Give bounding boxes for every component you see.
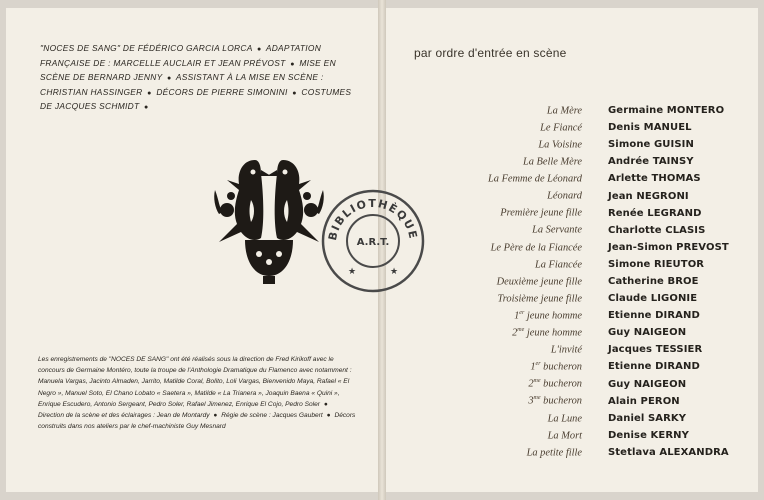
cast-row [420, 239, 750, 256]
cast-row [420, 153, 750, 170]
credit-line: DÉCORS DE PIERRE SIMONINI [156, 86, 288, 97]
role-name: Deuxième jeune fille [496, 276, 582, 288]
actor-name: Jean-Simon PREVOST [608, 241, 729, 253]
cast-row [420, 205, 750, 222]
actor-name: Etienne DIRAND [608, 361, 700, 373]
role-name: Le Fiancé [540, 122, 582, 134]
cast-row [420, 170, 750, 187]
role-name: La Mère [546, 105, 582, 117]
role-name: La Servante [532, 224, 582, 236]
actor-name: Denis MANUEL [608, 122, 692, 134]
cast-row [420, 324, 750, 341]
actor-name: Germaine MONTERO [608, 105, 725, 117]
role-name: Le Père de la Fiancée [490, 242, 582, 254]
library-stamp [318, 186, 428, 296]
cast-row [420, 341, 750, 358]
actor-name: Etienne DIRAND [608, 310, 700, 322]
role-name: Première jeune fille [500, 207, 582, 219]
actor-name: Claude LIGONIE [608, 293, 698, 305]
production-credits [40, 42, 362, 115]
credit-line: ADAPTATION FRANÇAISE DE : MARCELLE AUCLAIR ET JEAN PRÉVOST [40, 43, 322, 68]
cast-row [420, 410, 750, 427]
role-name: La Femme de Léonard [488, 173, 582, 185]
cast-row [420, 444, 750, 461]
role-name: La Mort [547, 430, 582, 442]
cast-row [420, 136, 750, 153]
note-text: Régie de scène : Jacques Gaubert [221, 412, 323, 420]
bullet-icon: ● [147, 89, 152, 97]
cast-row [420, 427, 750, 444]
actor-name: Renée LEGRAND [608, 207, 702, 219]
role-name: 1er bucheron [530, 361, 582, 373]
cast-heading: par ordre d'entrée en scène [414, 46, 567, 60]
stamp-arc-text: BIBLIOTHÈQUE [326, 196, 420, 242]
credit-line: ASSISTANT À LA MISE EN SCÈNE : CHRISTIAN HASSINGER [40, 72, 324, 97]
cast-row [420, 256, 750, 273]
actor-name: Stetlava ALEXANDRA [608, 446, 729, 458]
actor-name: Alain PERON [608, 395, 680, 407]
role-name: La Lune [547, 412, 582, 424]
actor-name: Andrée TAINSY [608, 156, 694, 168]
bullet-icon: ● [290, 60, 295, 68]
cast-row [420, 290, 750, 307]
note-text: Direction de la scène et des éclairages : Jean de Montardy [38, 412, 210, 420]
star-icon: ★ [348, 266, 357, 276]
recording-notes [38, 354, 356, 432]
role-name: $3^{me}$ bucheron [528, 395, 582, 407]
cast-row [420, 187, 750, 204]
role-name: La Fiancée [534, 259, 582, 271]
actor-name: Jean NEGRONI [608, 190, 689, 202]
bullet-icon: ● [323, 400, 328, 408]
actor-name: Daniel SARKY [608, 412, 687, 424]
role-name: Léonard [547, 190, 582, 202]
birds-emblem-icon [205, 150, 333, 290]
note-text: Les enregistrements de "NOCES DE SANG" ont été réalisés sous la direction de Fred Kirikoff avec le concours de Germaine Montéro, toute la troupe de l'Anthologie Dramatique du Flamenco avec notamment : Manuela Vargas, Jacinto Almaden, Jarrito, Matilde Coral, Bolito, Loli Vargas, Bienvenido Maya, Rafael « El Negro », Manuel Soto, El Chano Lobato « Saetera », Matilde « La Trianera », Joaquin Baena « Quini », Enrique Escudero, Antonio Sergeant, Pedro Soler, Rafael Jimenez, Enrique El Cojo, Pedro Soler [38, 356, 352, 408]
actor-name: Simone GUISIN [608, 139, 694, 151]
bullet-icon: ● [326, 412, 331, 420]
actor-name: Guy NAIGEON [608, 378, 687, 390]
actor-name: Jacques TESSIER [608, 344, 703, 356]
bullet-icon: ● [166, 75, 172, 83]
role-name: $2^{me}$ bucheron [528, 378, 582, 390]
bullet-icon: ● [292, 89, 297, 97]
role-name: Troisième jeune fille [497, 293, 582, 305]
bullet-icon: ● [144, 104, 149, 112]
role-name: 1er jeune homme [514, 309, 582, 322]
cast-row [420, 119, 750, 136]
actor-name: Simone RIEUTOR [608, 258, 705, 270]
actor-name: Guy NAIGEON [608, 327, 687, 339]
cast-row [420, 273, 750, 290]
actor-name: Charlotte CLASIS [608, 224, 706, 236]
actor-name: Catherine BROE [608, 275, 699, 287]
actor-name: Denise KERNY [608, 429, 689, 441]
cast-row [420, 102, 750, 119]
role-name: L'invité [550, 344, 582, 356]
role-name: $2^{me}$ jeune homme [512, 327, 582, 339]
bullet-icon: ● [213, 412, 218, 420]
role-name: La Voisine [538, 139, 582, 151]
bullet-icon: ● [256, 46, 262, 53]
cast-row [420, 376, 750, 393]
cast-row [420, 393, 750, 410]
role-name: La Belle Mère [522, 156, 582, 168]
cast-row [420, 222, 750, 239]
star-icon: ★ [390, 266, 399, 276]
credit-line: MISE EN SCÈNE DE BERNARD JENNY [40, 57, 336, 83]
credit-line: COSTUMES DE JACQUES SCHMIDT [40, 86, 352, 112]
note-text: Décors construits dans nos ateliers par le chef-machiniste Guy Mesnard [38, 412, 356, 431]
credit-line: "NOCES DE SANG" DE FÉDÉRICO GARCIA LORCA [40, 43, 253, 53]
cast-row [420, 307, 750, 324]
actor-name: Arlette THOMAS [608, 173, 701, 185]
role-name: La petite fille [526, 447, 582, 459]
cast-row [420, 358, 750, 375]
cast-list [420, 102, 750, 461]
stamp-center-text: A.R.T. [356, 237, 390, 248]
